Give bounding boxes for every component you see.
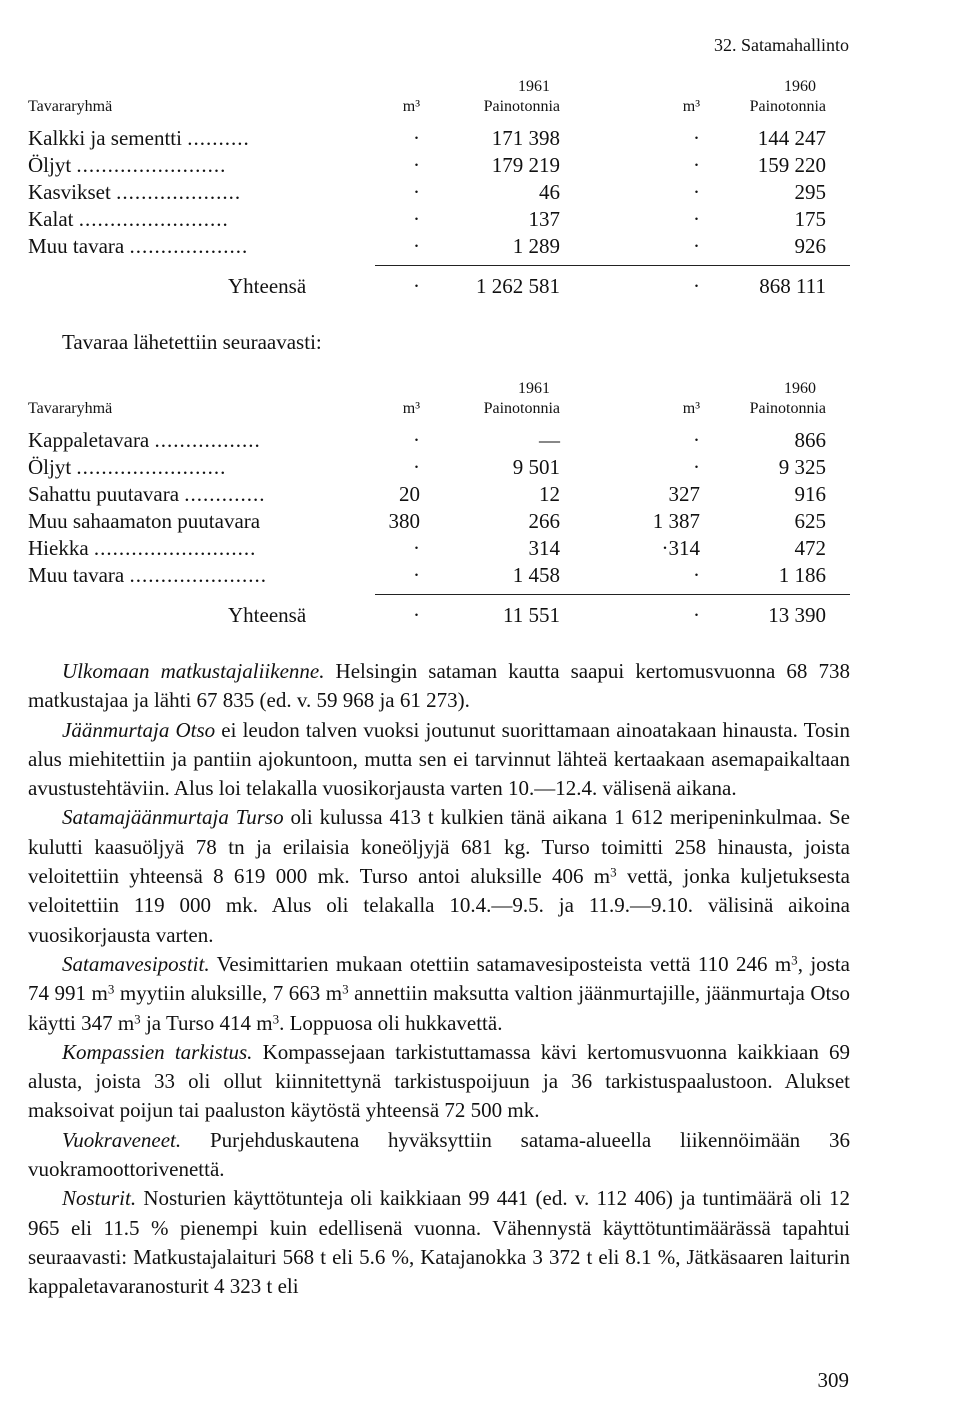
- column-header-weight: Painotonnia: [483, 98, 560, 115]
- cell-m3-1960: ·: [693, 455, 700, 479]
- table-row: [28, 455, 850, 482]
- cell-tons-1960: 1 186: [778, 563, 826, 587]
- paragraph-text: Kompassejaan tarkistuttamassa kävi kertomusvuonna kaikkiaan 69 alusta, joista 33 oli ollut kiinnitettynä tarkistuspoijuun ja 36 tarkistuspaalustoon. Alukset maksoivat poijun tai paaluston käytöstä yhteensä 72 500 mk.: [28, 1039, 850, 1123]
- paragraph-heading: Nosturit.: [62, 1186, 137, 1211]
- leader-dots: ......................: [129, 563, 267, 587]
- total-m3-1961: ·: [413, 603, 420, 627]
- paragraph-text: Nosturien käyttötunteja oli kaikkiaan 99 441 (ed. v. 112 406) ja tuntimäärä oli 12 965 eli 11.5 % pienempi kuin edellisenä vuonna. Vähennystä käyttötuntimäärässä tapahtui seuraavasti: Matkustajalaituri 568 t eli 5.6 %, Katajanokka 3 372 t eli 8.1 %, Jätkäsaaren laiturin kappaletavaranosturit 4 323 t eli: [28, 1186, 850, 1299]
- page-number: 309: [817, 1368, 849, 1392]
- cell-tons-1961: 12: [539, 482, 560, 506]
- cell-tons-1961: 179 219: [491, 153, 560, 177]
- table-year-row: [28, 78, 850, 98]
- paragraph-text: ja Turso 414 m: [140, 1010, 273, 1035]
- row-label: [28, 180, 241, 205]
- paragraph-heading: Kompassien tarkistus.: [62, 1039, 253, 1064]
- body-text: [28, 657, 850, 1302]
- cell-m3-1960: 327: [668, 482, 700, 506]
- cell-m3-1961: ·: [413, 180, 420, 204]
- row-label-text: Öljyt: [28, 455, 72, 479]
- leader-dots: ..........: [187, 126, 250, 150]
- paragraph-heading: Satamajäänmurtaja Turso: [62, 805, 284, 830]
- paragraph-icebreaker-otso: [28, 716, 850, 804]
- paragraph-text: Purjehduskautena hyväksyttiin satama-alueella liikennöimään 36 vuokramoottorivenettä.: [28, 1127, 850, 1182]
- year-1961: 1961: [518, 380, 550, 397]
- paragraph-rental-boats: [28, 1126, 850, 1185]
- paragraph-heading: Satamavesipostit.: [62, 951, 210, 976]
- paragraph-text: . Loppuosa oli hukkavettä.: [279, 1010, 503, 1035]
- column-header-group: Tavararyhmä: [28, 98, 113, 115]
- sum-rule: [375, 594, 850, 595]
- paragraph-heading: Jäänmurtaja Otso: [62, 717, 216, 742]
- leader-dots: ..........................: [93, 536, 257, 560]
- row-label-text: Kappaletavara: [28, 428, 150, 452]
- cell-tons-1961: 1 289: [512, 234, 560, 258]
- total-label: Yhteensä: [228, 274, 307, 298]
- paragraph-text: Helsingin sataman kautta saapui kertomusvuonna 68 738 matkustajaa ja lähti 67 835 (ed. v. 59 968 ja 61 273).: [28, 659, 850, 713]
- row-label-text: Hiekka: [28, 536, 89, 560]
- paragraph-cranes: [28, 1184, 850, 1301]
- paragraph-water-posts: [28, 950, 850, 1038]
- cell-tons-1960: 175: [794, 207, 826, 231]
- cargo-table-1: [28, 78, 850, 301]
- table-header-row: [28, 400, 850, 420]
- column-header-weight: Painotonnia: [749, 400, 826, 417]
- row-label: [28, 207, 229, 232]
- row-label-text: Muu tavara: [28, 563, 125, 587]
- cell-m3-1961: ·: [413, 563, 420, 587]
- table-row: [28, 126, 850, 153]
- column-header-m3: m³: [402, 98, 420, 115]
- column-header-m3: m³: [682, 98, 700, 115]
- paragraph-text: oli kulussa 413 t kulkien tänä aikana 1 612 meripeninkulmaa. Se kulutti kaasuöljyä 78 tn ja erilaisia koneöljyjä 681 kg. Turso toimitti 258 hinausta, joista veloitettiin yhteensä 8 619 000 mk. Turso antoi aluksille 406 m: [28, 805, 850, 889]
- cell-m3-1960: ·: [693, 180, 700, 204]
- leader-dots: ....................: [116, 180, 242, 204]
- row-label: [28, 234, 248, 259]
- cell-m3-1960: 1 387: [652, 509, 700, 533]
- total-m3-1961: ·: [413, 274, 420, 298]
- cell-tons-1960: 159 220: [757, 153, 826, 177]
- table-row: [28, 536, 850, 563]
- table-year-row: [28, 380, 850, 400]
- cell-m3-1961: 380: [388, 509, 420, 533]
- cell-m3-1961: ·: [413, 126, 420, 150]
- total-tons-1960: 868 111: [759, 274, 826, 298]
- cell-tons-1961: 314: [528, 536, 560, 560]
- column-header-m3: m³: [402, 400, 420, 417]
- row-label-text: Muu sahaamaton puutavara: [28, 509, 261, 533]
- cell-tons-1961: 1 458: [512, 563, 560, 587]
- superscript: 3: [272, 1011, 280, 1027]
- superscript: 3: [791, 952, 798, 968]
- row-label: [28, 126, 250, 151]
- row-label: [28, 563, 267, 588]
- cell-m3-1961: ·: [413, 455, 420, 479]
- column-header-m3: m³: [682, 400, 700, 417]
- row-label-text: Muu tavara: [28, 234, 125, 258]
- cell-tons-1960: 866: [794, 428, 826, 452]
- paragraph-text: vettä, jonka kuljetuksesta veloitettiin 119 000 mk. Alus oli telakalla 10.4.—9.5. ja 11.9.—9.10. välisinä aikoina vuosikorjausta varten.: [28, 864, 850, 947]
- total-tons-1961: 1 262 581: [476, 274, 560, 298]
- cell-m3-1960: ·: [693, 428, 700, 452]
- total-m3-1960: ·: [693, 274, 700, 298]
- cell-tons-1960: 926: [794, 234, 826, 258]
- cell-m3-1961: ·: [413, 153, 420, 177]
- paragraph-text: Vesimittarien mukaan otettiin satamavesiposteista vettä 110 246 m: [209, 951, 792, 976]
- cell-tons-1961: 9 501: [512, 455, 560, 479]
- paragraph-icebreaker-turso: [28, 803, 850, 949]
- superscript: 3: [342, 981, 349, 997]
- superscript: 3: [107, 981, 115, 997]
- row-label-text: Kalat: [28, 207, 74, 231]
- table-row: [28, 153, 850, 180]
- cell-m3-1960: ·314: [661, 536, 700, 560]
- paragraph-text: , josta 74 991 m: [28, 951, 850, 1006]
- cell-m3-1960: ·: [693, 234, 700, 258]
- cell-tons-1961: 266: [528, 509, 560, 533]
- cell-tons-1961: 137: [528, 207, 560, 231]
- cell-m3-1961: ·: [413, 536, 420, 560]
- table-row: [28, 428, 850, 455]
- row-label-text: Kalkki ja sementti: [28, 126, 182, 150]
- table-row: [28, 180, 850, 207]
- column-header-weight: Painotonnia: [483, 400, 560, 417]
- cell-tons-1961: —: [539, 428, 560, 452]
- paragraph-heading: Vuokraveneet.: [62, 1127, 182, 1152]
- superscript: 3: [610, 864, 617, 880]
- year-1960: 1960: [784, 78, 816, 95]
- cell-m3-1961: ·: [413, 234, 420, 258]
- table-row: [28, 234, 850, 261]
- cell-m3-1960: ·: [693, 563, 700, 587]
- leader-dots: ...................: [129, 234, 249, 258]
- leader-dots: .............: [184, 482, 266, 506]
- row-label-text: Sahattu puutavara: [28, 482, 180, 506]
- cargo-table-2: [28, 380, 850, 630]
- column-header-group: Tavararyhmä: [28, 400, 113, 417]
- total-m3-1960: ·: [693, 603, 700, 627]
- paragraph-heading: Ulkomaan matkustajaliikenne.: [62, 659, 325, 683]
- cell-m3-1961: ·: [413, 428, 420, 452]
- row-label: [28, 536, 256, 561]
- cell-tons-1960: 625: [794, 509, 826, 533]
- paragraph-text: annettiin maksutta valtion jäänmurtajille, jäänmurtaja Otso käytti 347 m: [28, 981, 851, 1035]
- table-row: [28, 563, 850, 590]
- year-1960: 1960: [784, 380, 816, 397]
- cell-m3-1960: ·: [693, 153, 700, 177]
- table-row: [28, 482, 850, 509]
- table-header-row: [28, 98, 850, 118]
- cell-m3-1961: 20: [399, 482, 420, 506]
- paragraph-text: myytiin aluksille, 7 663 m: [114, 981, 343, 1006]
- cell-tons-1960: 9 325: [778, 455, 826, 479]
- cell-m3-1960: ·: [693, 207, 700, 231]
- paragraph-text: ei leudon talven vuoksi joutunut suorittamaan ainoatakaan hinausta. Tosin alus miehitettiin ja pantiin ajokuntoon, mutta sen ei tarvinnut lähteä kertaakaan asemapaikaltaan avustustehtäviin. Alus loi telakalla vuosikorjausta varten 10.—12.4. välisenä aikana.: [28, 717, 850, 801]
- row-label-text: Kasvikset: [28, 180, 111, 204]
- total-tons-1961: 11 551: [503, 603, 560, 627]
- cell-m3-1961: ·: [413, 207, 420, 231]
- leader-dots: ........................: [76, 455, 227, 479]
- total-tons-1960: 13 390: [768, 603, 826, 627]
- row-label: [28, 428, 261, 453]
- total-row: [28, 274, 850, 301]
- leader-dots: ........................: [78, 207, 229, 231]
- paragraph-compass-check: [28, 1038, 850, 1126]
- table-row: [28, 207, 850, 234]
- running-header: 32. Satamahallinto: [714, 35, 849, 55]
- column-header-weight: Painotonnia: [749, 98, 826, 115]
- cell-tons-1960: 144 247: [757, 126, 826, 150]
- row-label: [28, 482, 266, 507]
- table-row: [28, 509, 850, 536]
- section-caption: Tavaraa lähetettiin seuraavasti:: [62, 330, 322, 354]
- superscript: 3: [134, 1011, 141, 1027]
- row-label-text: Öljyt: [28, 153, 72, 177]
- total-row: [28, 603, 850, 630]
- cell-tons-1961: 171 398: [491, 126, 560, 150]
- cell-tons-1960: 295: [794, 180, 826, 204]
- cell-tons-1961: 46: [539, 180, 560, 204]
- cell-m3-1960: ·: [693, 126, 700, 150]
- paragraph-passenger-traffic: [28, 657, 850, 716]
- cell-tons-1960: 916: [794, 482, 826, 506]
- leader-dots: .................: [154, 428, 261, 452]
- row-label: [28, 455, 226, 480]
- sum-rule: [375, 265, 850, 266]
- row-label: [28, 509, 260, 534]
- row-label: [28, 153, 226, 178]
- year-1961: 1961: [518, 78, 550, 95]
- cell-tons-1960: 472: [794, 536, 826, 560]
- total-label: Yhteensä: [228, 603, 307, 627]
- leader-dots: ........................: [76, 153, 227, 177]
